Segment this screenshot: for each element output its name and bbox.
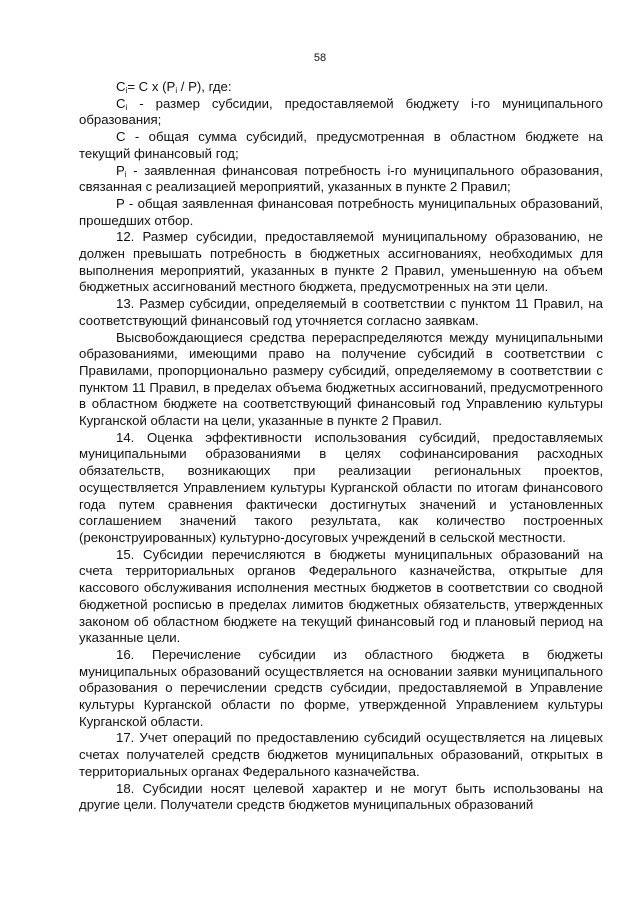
definition-p — [79, 196, 603, 229]
definition-c — [79, 129, 603, 162]
definition-text: - общая сумма субсидий, предусмотренная в областном бюджете на текущий финансовый год; — [79, 129, 603, 161]
paragraph-13-continuation: Высвобождающиеся средства перераспределяются между муниципальными образованиями, имеющими право на получение субсидий в соответствии с Правилами, пропорционально размеру субсидий, определяемому в соответствии с пунктом 11 Правил, в пределах объема бюджетных ассигнований, предусмотренного в областном бюджете на соответствующий финансовый год Управлению культуры Курганской области на цели, указанные в пункте 2 Правил. — [79, 329, 603, 429]
definition-subscript: i — [125, 102, 128, 112]
document-body — [79, 79, 603, 814]
definition-subscript: i — [124, 169, 127, 179]
formula-line — [79, 79, 603, 96]
definition-ci — [79, 96, 603, 129]
definition-symbol: C — [116, 129, 126, 145]
definition-text: - размер субсидии, предоставляемой бюджету i-го муниципального образования; — [79, 95, 603, 128]
definition-text: - заявленная финансовая потребность i-го муниципального образования, связанная с реализацией мероприятий, указанных в пункте 2 Правил; — [79, 162, 603, 195]
paragraph-13: 13. Размер субсидии, определяемый в соответствии с пунктом 11 Правил, на соответствующий финансовый год уточняется согласно заявкам. — [79, 296, 603, 328]
paragraph-16: 16. Перечисление субсидии из областного бюджета в бюджеты муниципальных образований осуществляется на основании заявки муниципального образования о перечислении средств субсидии, предоставляемой в Управление культуры Курганской области по форме, утвержденной Управлением культуры Курганской области. — [79, 646, 603, 729]
page-number: 58 — [313, 52, 327, 64]
formula-rhs-end: / P), где: — [177, 79, 232, 94]
definition-pi — [79, 163, 603, 196]
paragraph-17: 17. Учет операций по предоставлению субсидий осуществляется на лицевых счетах получателей средств бюджетов муниципальных образований, открытых в территориальных органах Федерального казначейства. — [79, 730, 603, 779]
definition-text: - общая заявленная финансовая потребность муниципальных образований, прошедших отбор. — [79, 195, 603, 228]
paragraph-15: 15. Субсидии перечисляются в бюджеты муниципальных образований на счета территориальных органов Федерального казначейства, открытые для кассового обслуживания исполнения местных бюджетов в соответствии со сводной бюджетной росписью в пределах лимитов бюджетных обязательств, утвержденных законом об областном бюджете на текущий финансовый год и плановый период на указанные цели. — [79, 546, 603, 646]
definition-symbol: P — [116, 162, 125, 178]
paragraph-14: 14. Оценка эффективности использования субсидий, предоставляемых муниципальными образованиями в целях софинансирования расходных обязательств, возникающих при реализации региональных проектов, осуществляется Управлением культуры Курганской области по итогам финансового года путем сравнения фактически достигнутых значений и установленных соглашением значений такого результата, как количество построенных (реконструированных) культурно-досуговых учреждений в сельской местности. — [79, 429, 603, 545]
definition-symbol: P — [116, 195, 125, 211]
paragraph-18: 18. Субсидии носят целевой характер и не могут быть использованы на другие цели. Получатели средств бюджетов муниципальных образований — [79, 780, 603, 813]
formula-lhs-subscript: i — [125, 86, 128, 95]
definition-symbol: C — [116, 95, 126, 111]
formula-lhs: C — [116, 79, 126, 94]
formula-rhs-subscript: i — [175, 86, 178, 95]
formula-rhs-start: = C x (P — [127, 79, 176, 94]
paragraph-12: 12. Размер субсидии, предоставляемой муниципальному образованию, не должен превышать потребность в бюджетных ассигнованиях, необходимых для выполнения мероприятий, указанных в пункте 2 Правил, уменьшенную на объем бюджетных ассигнований местного бюджета, предусмотренных на эти цели. — [79, 229, 603, 295]
